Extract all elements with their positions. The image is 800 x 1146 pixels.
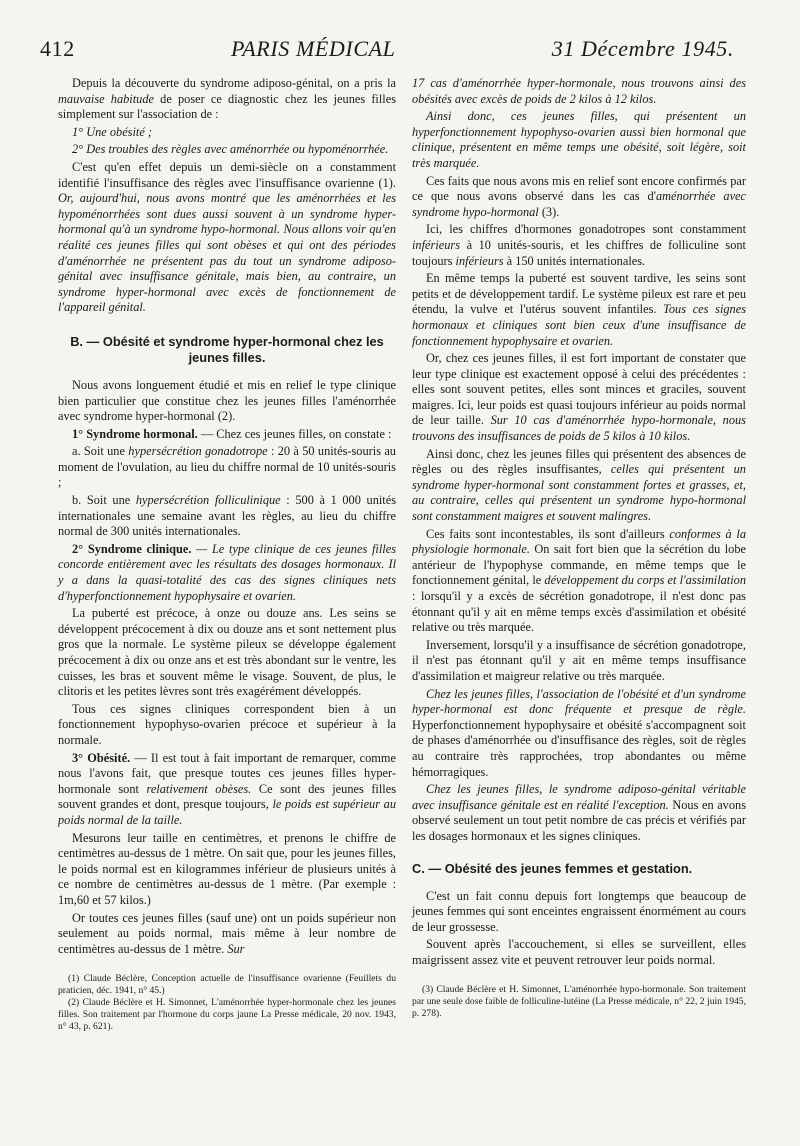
paragraph: Ces faits que nous avons mis en relief sont encore confirmés par ce que nous avons observé dans les cas d'aménorrhée avec syndrome hypo-hormonal (3). [412,173,747,219]
list-item: a. Soit une hypersécrétion gonadotrope : 20 à 50 unités-souris au moment de l'ovulation, au lieu du chiffre normal de 10 unités-souris ; [58,444,396,490]
paragraph: Ainsi donc, ces jeunes filles, qui présentent un hyperfonctionnement hypophyso-ovarien aussi bien hormonal que clinique, présentent en même temps une obésité, soit légère, soit très marquée. [412,109,746,170]
list-item: b. Soit une hypersécrétion folliculinique : 500 à 1 000 unités internationales une semaine avant les règles, au lieu du chiffre normal de 300 unités internationales. [58,493,397,539]
paragraph: Ces faits sont incontestables, ils sont d'ailleurs conformes à la physiologie hormonale. On sait fort bien que la sécrétion du lobe antérieur de l'hypophyse commande, en même temps que le fonctionnement génital, le développement du corps et l'assimilation : lorsqu'il y a excès de sécrétion gonadotrope, il n'est donc pas étonnant qu'il y ait en même temps excès d'assimilation et obésité relative ou très marquée. [412,526,747,635]
footnote: (3) Claude Béclère et H. Simonnet, L'aménorrhée hypo-hormonale. Son traitement par une seule dose faible de folliculine-lutéine (La Presse médicale, n° 22, 2 juin 1945, p. 278). [412,984,746,1020]
paragraph: Chez les jeunes filles, le syndrome adiposo-génital véritable avec insuffisance génitale est en réalité l'exception. Nous en avons observé seulement un tout petit nombre de cas précis et vérifiés par les dosages hormonaux et les signes cliniques. [412,782,746,843]
paragraph: 17 cas d'aménorrhée hyper-hormonale, nous trouvons ainsi des obésités avec excès de poids de 2 kilos à 12 kilos. [412,76,746,106]
footnote: (1) Claude Béclère, Conception actuelle de l'insuffisance ovarienne (Feuillets du praticien, déc. 1941, n° 45.) [58,973,396,997]
paragraph: Ici, les chiffres d'hormones gonadotropes sont constamment inférieurs à 10 unités-souris, et les chiffres de folliculine sont toujours inférieurs à 150 unités internationales. [412,222,746,268]
paragraph: Nous avons longuement étudié et mis en relief le type clinique bien particulier que constitue chez les jeunes filles l'aménorrhée avec syndrome hyper-hormonal (2). [58,377,396,424]
paragraph: C'est qu'en effet depuis un demi-siècle on a constamment identifié l'insuffisance des règles avec l'insuffisance ovarienne (1). Or, aujourd'hui, nous avons montré que les aménorrhées et les hypoménorrhées sont dues aussi souvent à un syndrome hyper-hormonal qu'à un syndrome hypo-hormonal. Nous allons voir qu'en réalité ces jeunes filles qui sont obèses et qui ont des périodes d'aménorrhée ne présentent pas du tout un syndrome adiposo-génital avec insuffisance génitale, mais bien, au contraire, un syndrome hyper-hormonal avec excès de fonctionnement de l'appareil génital. [58,159,396,315]
paragraph: Or, chez ces jeunes filles, il est fort important de constater que leur type clinique est exactement opposé à celui des précédentes : elles sont souvent petites, elles sont minces et graciles, souvent maigres. Ici, leur poids est quasi toujours inférieur au poids normal de leur taille. Sur 10 cas d'aménorrhée hypo-hormonale, nous trouvons des insuffisances de poids de 5 kilos à 10 kilos. [412,351,746,444]
paragraph: Souvent après l'accouchement, si elles se surveillent, elles maigrissent assez vite et peuvent retrouver leur poids normal. [412,937,746,967]
page-header [40,36,734,68]
list-item: 2° Des troubles des règles avec aménorrhée ou hypoménorrhée. [72,142,389,157]
subheading-paragraph: 2° Syndrome clinique. — Le type clinique de ces jeunes filles concorde entièrement avec les résultats des dosages hormonaux. Il y a dans la quasi-totalité des cas des signes cliniques nets d'hyperfonctionnement hypophysaire et ovarien. [58,541,396,603]
section-heading-c: C. — Obésité des jeunes femmes et gestation. [412,860,693,876]
issue-date: 31 Décembre 1945. [551,36,734,61]
paragraph: Or toutes ces jeunes filles (sauf une) ont un poids supérieur non seulement au poids normal, mais même à leur nombre de centimètres au-dessus de 1 mètre. Sur [58,910,396,956]
paragraph: Tous ces signes cliniques correspondent bien à un fonctionnement hypophyso-ovarien précoce et supérieur à la normale. [58,701,396,747]
paragraph: La puberté est précoce, à onze ou douze ans. Les seins se développent précocement à dix ou douze ans et sont nettement plus gros que la normale. Le système pileux se développe également précocement à dix ou onze ans et est très abondant sur le ventre, les cuisses, les bras et souvent même le visage. Souvent, de plus, le clitoris et les petites lèvres sont très exagérément développés. [58,606,396,699]
journal-title: PARIS MÉDICAL [231,36,396,61]
list-item: 1° Une obésité ; [72,124,153,139]
paragraph: Mesurons leur taille en centimètres, et prenons le chiffre de centimètres au-dessus de 1 mètre. On sait que, pour les jeunes filles, le poids normal est en kilogrammes inférieur de plusieurs unités à ce nombre de centimètres au-dessus de 1 mètre. (Par exemple : 1m,60 et 57 kilos.) [58,830,396,907]
section-heading-b: B. — Obésité et syndrome hyper-hormonal chez les jeunes filles. [70,333,384,365]
right-column [412,76,746,1020]
footnote: (2) Claude Béclère et H. Simonnet, L'aménorrhée hyper-hormonale chez les jeunes filles. Son traitement par l'hormone du corps jaune La Presse médicale, 20 nov. 1943, n° 43, p. 621). [58,997,396,1033]
paragraph: Chez les jeunes filles, l'association de l'obésité et d'un syndrome hyper-hormonal est donc fréquente et presque de règle. Hyperfonctionnement hypophysaire et obésité s'accompagnent soit de phases d'aménorrhée ou d'insuffisance des règles, soit de règles au contraire très rapprochées, trop abondantes ou même hémorragiques. [412,686,746,779]
subheading-paragraph: 3° Obésité. — Il est tout à fait important de remarquer, comme nous l'avons fait, que presque toutes ces jeunes filles hyper-hormonale sont relativement obèses. Ce sont des jeunes filles souvent grandes et dont, presque toujours, le poids est supérieur au poids normal de la taille. [58,750,397,827]
paragraph: En même temps la puberté est souvent tardive, les seins sont petits et de développement tardif. Le système pileux est rare et peu étendu, la vulve et l'utérus souvent infantiles. Tous ces signes hormonaux et cliniques sont bien ceux d'une insuffisance de fonctionnement hypophysaire et ovarien. [412,271,746,348]
left-column [58,76,396,1033]
page-number: 412 [40,36,75,61]
paragraph: Ainsi donc, chez les jeunes filles qui présentent des absences de règles ou des règles insuffisantes, celles qui présentent un syndrome hyper-hormonal sont constamment fortes et grasses, et, au contraire, celles qui présentent un syndrome hypo-hormonal sont constamment maigres et souvent malingres. [412,446,746,524]
footnotes [412,984,746,1020]
paragraph: C'est un fait connu depuis fort longtemps que beaucoup de jeunes femmes qui sont enceintes engraissent énormément au cours de leur grossesse. [412,888,746,934]
subheading-paragraph: 1° Syndrome hormonal. — Chez ces jeunes filles, on constate : [72,426,392,441]
paragraph: Inversement, lorsqu'il y a insuffisance de sécrétion gonadotrope, il n'est pas étonnant qu'il y ait en même temps insuffisance d'assimilation et maigreur relative ou très marquée. [412,637,746,683]
paragraph: Depuis la découverte du syndrome adiposo-génital, on a pris la mauvaise habitude de poser ce diagnostic chez les jeunes filles simplement sur l'association de : [58,76,396,122]
footnotes [58,973,396,1033]
